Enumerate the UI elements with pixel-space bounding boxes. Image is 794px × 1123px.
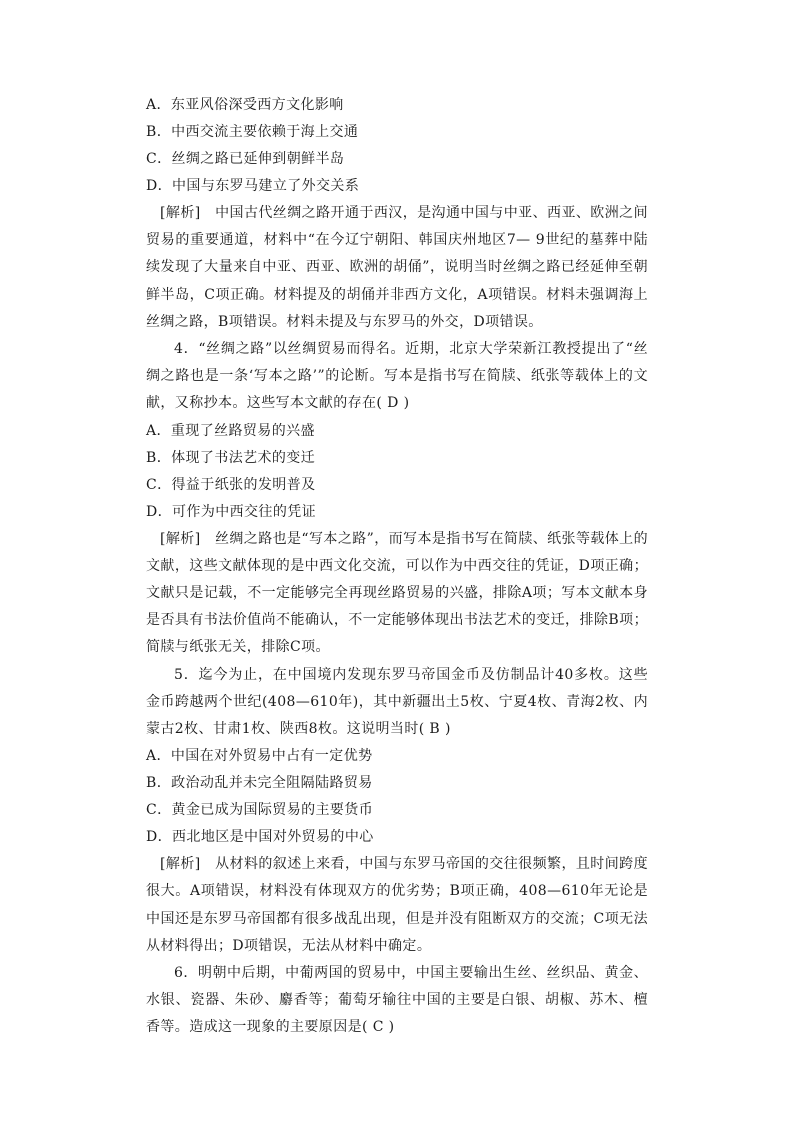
option-c: C．得益于纸张的发明普及 [146,476,316,493]
option-a: A．重现了丝路贸易的兴盛 [146,422,315,439]
option-c: C．丝绸之路已延伸到朝鲜半岛 [146,151,345,167]
question-6-stem: 6．明朝中后期，中葡两国的贸易中，中国主要输出生丝、丝织品、黄金、水银、瓷器、朱砂、麝香等；葡萄牙输往中国的主要是白银、胡椒、苏木、檀香等。造成这一现象的主要原因是( C ) [146,965,648,1036]
question-5-stem: 5．迄今为止，在中国境内发现东罗马帝国金币及仿制品计40多枚。这些金币跨越两个世纪(408—610年)，其中新疆出土5枚、宁夏4枚、青海2枚、内蒙古2枚、甘肃1枚、陕西8枚。这说明当时( B ) [146,666,648,738]
option-b: B．政治动乱并未完全阻隔陆路贸易 [146,775,373,792]
option-d: D．西北地区是中国对外贸易的中心 [146,829,374,846]
document-content [146,92,648,1042]
question-4-analysis: [解析] 丝绸之路也是“写本之路”，而写本是指书写在简牍、纸张等载体上的文献，这些文献体现的是中西文化交流，可以作为中西交往的凭证，D项正确；文献只是记载，不一定能够完全再现丝路贸易的兴盛，排除A项；写本文献本身是否具有书法价值尚不能确认，不一定能够体现出书法艺术的变迁，排除B项；简牍与纸张无关，排除C项。 [146,530,648,656]
option-d: D．中国与东罗马建立了外交关系 [146,178,360,194]
question-3-options [146,92,648,200]
option-d: D．可作为中西交往的凭证 [146,503,317,520]
question-5-options [146,743,648,851]
option-a: A．中国在对外贸易中占有一定优势 [146,748,373,765]
question-5-analysis: [解析] 从材料的叙述上来看，中国与东罗马帝国的交往很频繁，且时间跨度很大。A项错误，材料没有体现双方的优劣势；B项正确，408—610年无论是中国还是东罗马帝国都有很多战乱出现，但是并没有阻断双方的交流；C项无法从材料得出；D项错误，无法从材料中确定。 [146,856,648,954]
option-b: B．体现了书法艺术的变迁 [146,449,316,466]
question-3-analysis: [解析] 中国古代丝绸之路开通于西汉，是沟通中国与中亚、西亚、欧洲之间贸易的重要通道，材料中“在今辽宁朝阳、韩国庆州地区7— 9世纪的墓葬中陆续发现了大量来自中亚、西亚、欧洲的胡俑”，说明当时丝绸之路已经延伸至朝鲜半岛，C项正确。材料提及的胡俑并非西方文化，A项错误。材料未强调海上丝绸之路，B项错误。材料未提及与东罗马的外交，D项错误。 [146,205,648,330]
option-a: A．东亚风俗深受西方文化影响 [146,97,344,113]
option-c: C．黄金已成为国际贸易的主要货币 [146,802,374,819]
question-4-options [146,418,648,526]
question-4-stem: 4．“丝绸之路”以丝绸贸易而得名。近期，北京大学荣新江教授提出了“丝绸之路也是一条‘写本之路’”的论断。写本是指书写在简牍、纸张等载体上的文献，又称抄本。这些写本文献的存在( D ) [146,341,648,412]
option-b: B．中西交流主要依赖于海上交通 [146,124,359,140]
